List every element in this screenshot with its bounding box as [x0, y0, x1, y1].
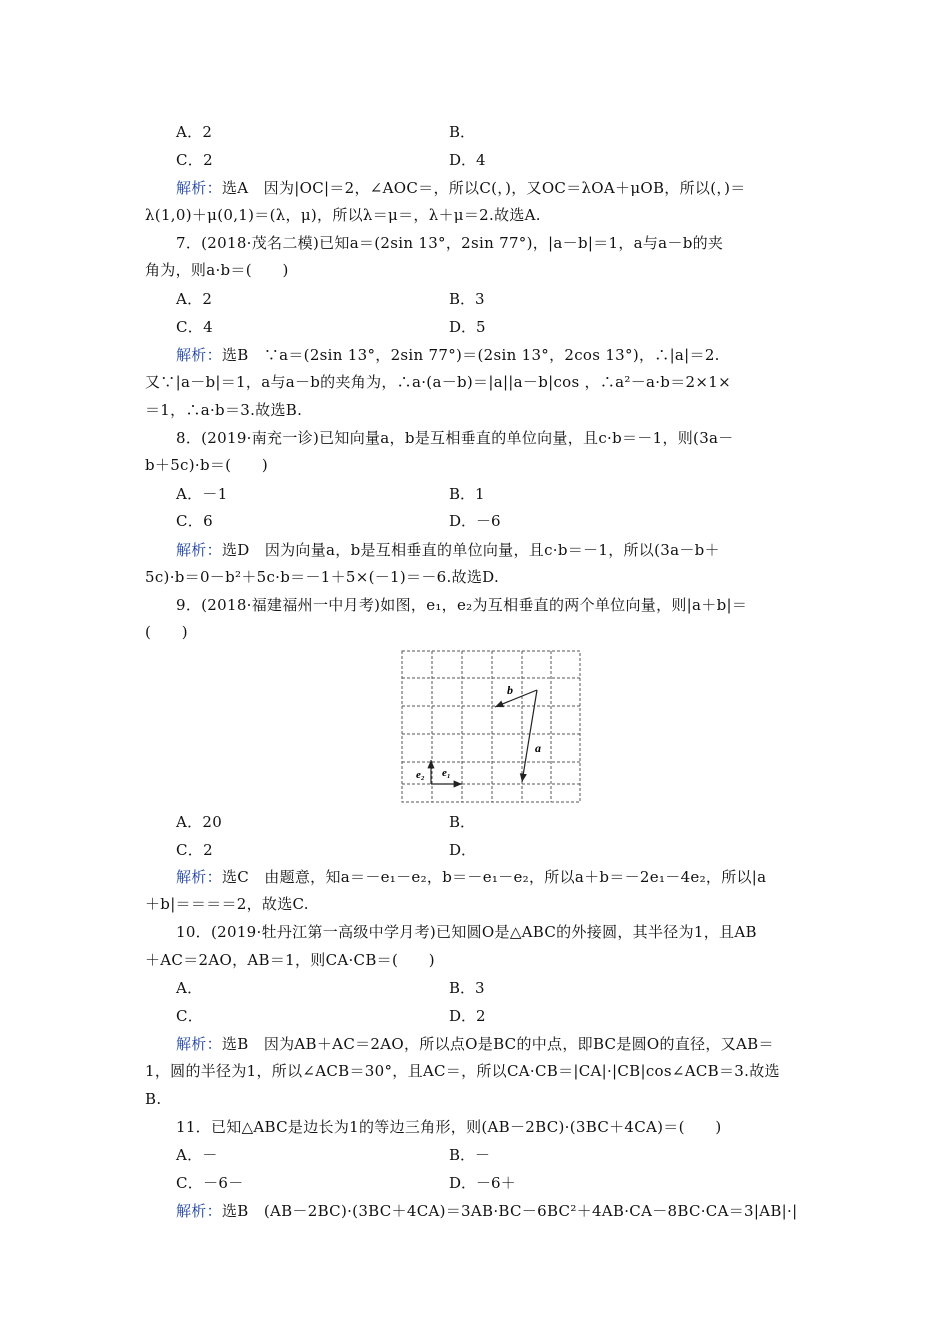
q7-solution-text-1: 选B ∵a＝(2sin 13°，2sin 77°)＝(2sin 13°，2cos 13°)，∴|a|＝2.: [221, 346, 720, 364]
solution-label: 解析：: [176, 346, 222, 364]
q11-option-a: A．－: [176, 1146, 218, 1164]
q6-solution-line-2: λ(1,0)＋μ(0,1)＝(λ，μ)，所以λ＝μ＝，λ＋μ＝2.故选A.: [145, 206, 541, 224]
q9-option-a: A．20: [176, 813, 223, 831]
q11-solution-text-1: 选B (AB－2BC)·(3BC＋4CA)＝3AB·BC－6BC²＋4AB·CA－8BC·CA＝3|AB|·|: [221, 1202, 798, 1220]
vector-b-arrow: [495, 690, 537, 707]
grid-lines: [402, 651, 580, 802]
q11-stem-line-1: 11．已知△ABC是边长为1的等边三角形，则(AB－2BC)·(3BC＋4CA)＝( ): [176, 1118, 722, 1136]
q7-stem-line-2: 角为，则a·b＝( ): [145, 261, 289, 279]
q10-option-c: C．: [176, 1007, 204, 1025]
q10-stem-line-2: ＋AC＝2AO，AB＝1，则CA·CB＝( ): [145, 951, 435, 969]
q6-option-a: A．2: [176, 123, 213, 141]
q8-stem-line-1: 8．(2019·南充一诊)已知向量a，b是互相垂直的单位向量，且c·b＝－1，则(3a－: [176, 429, 734, 447]
q8-option-c: C．6: [176, 512, 213, 530]
q8-option-d: D．－6: [449, 512, 501, 530]
q11-solution-line-1: [176, 1201, 844, 1221]
q7-solution-line-2: 又∵|a－b|＝1，a与a－b的夹角为，∴a·(a－b)＝|a||a－b|cos ，∴a²－a·b＝2×1×: [145, 373, 731, 391]
q6-option-d: D．4: [449, 151, 486, 169]
solution-label: 解析：: [176, 541, 222, 559]
q6-solution-line-1: [176, 178, 844, 198]
q11-option-b: B．－: [449, 1146, 491, 1164]
q8-solution-line-1: [176, 540, 844, 560]
q6-solution-text-1: 选A 因为|OC|＝2，∠AOC＝，所以C(，)，又OC＝λOA＋μOB，所以(，)＝: [221, 179, 746, 197]
q7-option-c: C．4: [176, 318, 213, 336]
q7-solution-line-3: ＝1，∴a·b＝3.故选B.: [145, 401, 303, 419]
q9-option-b: B．: [449, 813, 476, 831]
q7-solution-line-1: [176, 345, 844, 365]
q10-solution-text-1: 选B 因为AB＋AC＝2AO，所以点O是BC的中点，即BC是圆O的直径，又AB＝: [221, 1035, 774, 1053]
label-e1: e₁: [442, 767, 451, 779]
q10-stem-line-1: 10．(2019·牡丹江第一高级中学月考)已知圆O是△ABC的外接圆，其半径为1，且AB: [176, 923, 757, 941]
q7-stem-line-1: 7．(2018·茂名二模)已知a＝(2sin 13°，2sin 77°)，|a－b|＝1，a与a－b的夹: [176, 234, 724, 252]
q7-option-d: D．5: [449, 318, 486, 336]
label-e2: e₂: [416, 769, 425, 781]
q9-solution-text-1: 选C 由题意，知a＝－e₁－e₂，b＝－e₁－e₂，所以a＋b＝－2e₁－4e₂，所以|a: [221, 868, 767, 886]
label-b: b: [507, 683, 513, 697]
solution-label: 解析：: [176, 1202, 222, 1220]
vector-grid-figure: [401, 650, 581, 804]
q9-solution-line-2: ＋b|＝＝＝＝2，故选C.: [145, 895, 309, 913]
q6-option-b: B．: [449, 123, 476, 141]
q8-solution-text-1: 选D 因为向量a，b是互相垂直的单位向量，且c·b＝－1，所以(3a－b＋: [221, 541, 720, 559]
q10-solution-line-1: [176, 1034, 844, 1054]
q9-option-d: D．: [449, 841, 477, 859]
q10-option-d: D．2: [449, 1007, 486, 1025]
q10-solution-line-2: 1，圆的半径为1，所以∠ACB＝30°，且AC＝，所以CA·CB＝|CA|·|CB|cos∠ACB＝3.故选: [145, 1062, 780, 1080]
q8-stem-line-2: b＋5c)·b＝( ): [145, 456, 269, 474]
q9-solution-line-1: [176, 867, 844, 887]
q11-option-d: D．－6＋: [449, 1174, 516, 1192]
q6-option-c: C．2: [176, 151, 213, 169]
solution-label: 解析：: [176, 1035, 222, 1053]
vector-a-arrow: [522, 690, 537, 782]
label-a: a: [535, 741, 541, 755]
q10-option-b: B．3: [449, 979, 485, 997]
solution-label: 解析：: [176, 868, 222, 886]
q9-stem-line-2: ( ): [145, 623, 188, 641]
q8-solution-line-2: 5c)·b＝0－b²＋5c·b＝－1＋5×(－1)＝－6.故选D.: [145, 568, 500, 586]
q9-option-c: C．2: [176, 841, 213, 859]
q8-option-a: A．－1: [176, 485, 228, 503]
solution-label: 解析：: [176, 179, 222, 197]
q10-option-a: A．: [176, 979, 203, 997]
q8-option-b: B．1: [449, 485, 485, 503]
q10-solution-line-3: B.: [145, 1090, 162, 1108]
q9-stem-line-1: 9．(2018·福建福州一中月考)如图，e₁，e₂为互相垂直的两个单位向量，则|a＋b|＝: [176, 596, 748, 614]
q7-option-a: A．2: [176, 290, 213, 308]
q11-option-c: C．－6－: [176, 1174, 244, 1192]
q7-option-b: B．3: [449, 290, 485, 308]
